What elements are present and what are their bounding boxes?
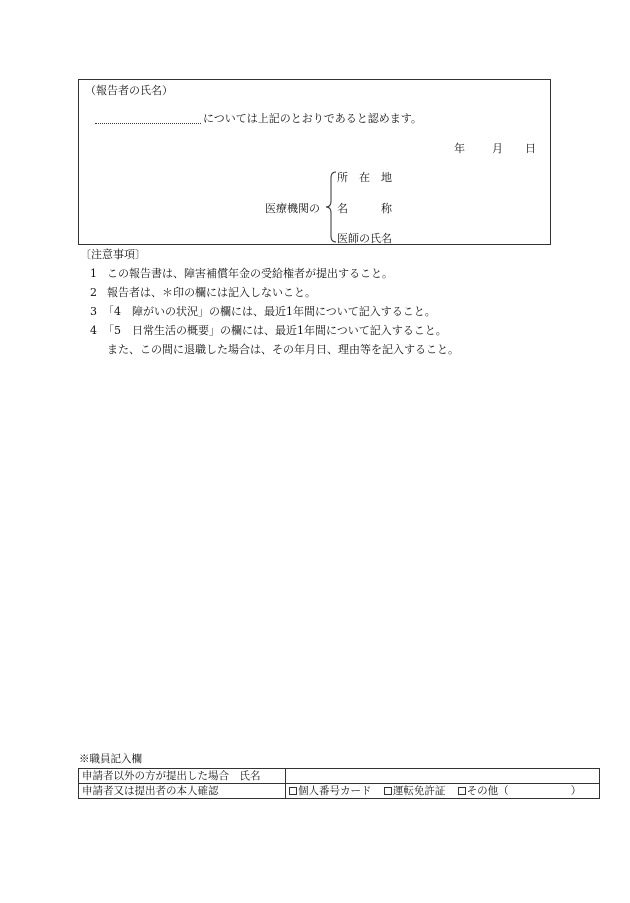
staff-entry-table — [78, 768, 600, 799]
option-other[interactable]: その他（ — [458, 785, 509, 797]
option-mynumber-card[interactable]: 個人番号カード — [289, 785, 372, 797]
date-month: 月 — [492, 142, 503, 155]
institution-prefix: 医療機関の — [265, 202, 320, 215]
note-number: 1 — [90, 267, 97, 280]
checkbox-icon[interactable] — [289, 787, 297, 795]
submitter-name-field[interactable] — [286, 769, 600, 784]
option-drivers-license[interactable]: 運転免許証 — [384, 785, 446, 797]
note-continuation: また、この間に退職した場合は、その年月日、理由等を記入すること。 — [107, 343, 459, 356]
note-text: 「5 日常生活の概要」の欄には、最近1年間について記入すること。 — [103, 324, 447, 337]
note-text: 「4 障がいの状況」の欄には、最近1年間について記入すること。 — [103, 305, 436, 318]
date-year: 年 — [454, 142, 465, 155]
note-text: この報告書は、障害補償年金の受給権者が提出すること。 — [107, 267, 393, 280]
identity-check-label: 申請者又は提出者の本人確認 — [79, 784, 286, 799]
location-label: 所 在 地 — [337, 171, 392, 184]
checkbox-icon[interactable] — [458, 787, 466, 795]
submitter-name-label: 申請者以外の方が提出した場合 氏名 — [79, 769, 286, 784]
brace-icon — [325, 171, 337, 243]
table-row — [79, 769, 600, 784]
institution-name-label: 名 称 — [337, 202, 392, 215]
certificate-box — [78, 79, 551, 245]
note-number: 2 — [90, 286, 97, 299]
reporter-label: （報告者の氏名） — [85, 84, 173, 97]
date-day: 日 — [525, 142, 536, 155]
staff-section-heading: ※職員記入欄 — [79, 753, 142, 765]
note-number: 3 — [90, 305, 97, 318]
note-number: 4 — [90, 324, 97, 337]
note-text: 報告者は、＊印の欄には記入しないこと。 — [107, 286, 316, 299]
reporter-name-field[interactable] — [95, 123, 201, 124]
certification-statement: については上記のとおりであると認めます。 — [203, 112, 422, 125]
identity-check-options — [286, 784, 600, 799]
notes-heading: 〔注意事項〕 — [80, 248, 146, 261]
doctor-name-label: 医師の氏名 — [337, 232, 392, 245]
table-row — [79, 784, 600, 799]
checkbox-icon[interactable] — [384, 787, 392, 795]
other-close-paren: ） — [570, 785, 582, 797]
